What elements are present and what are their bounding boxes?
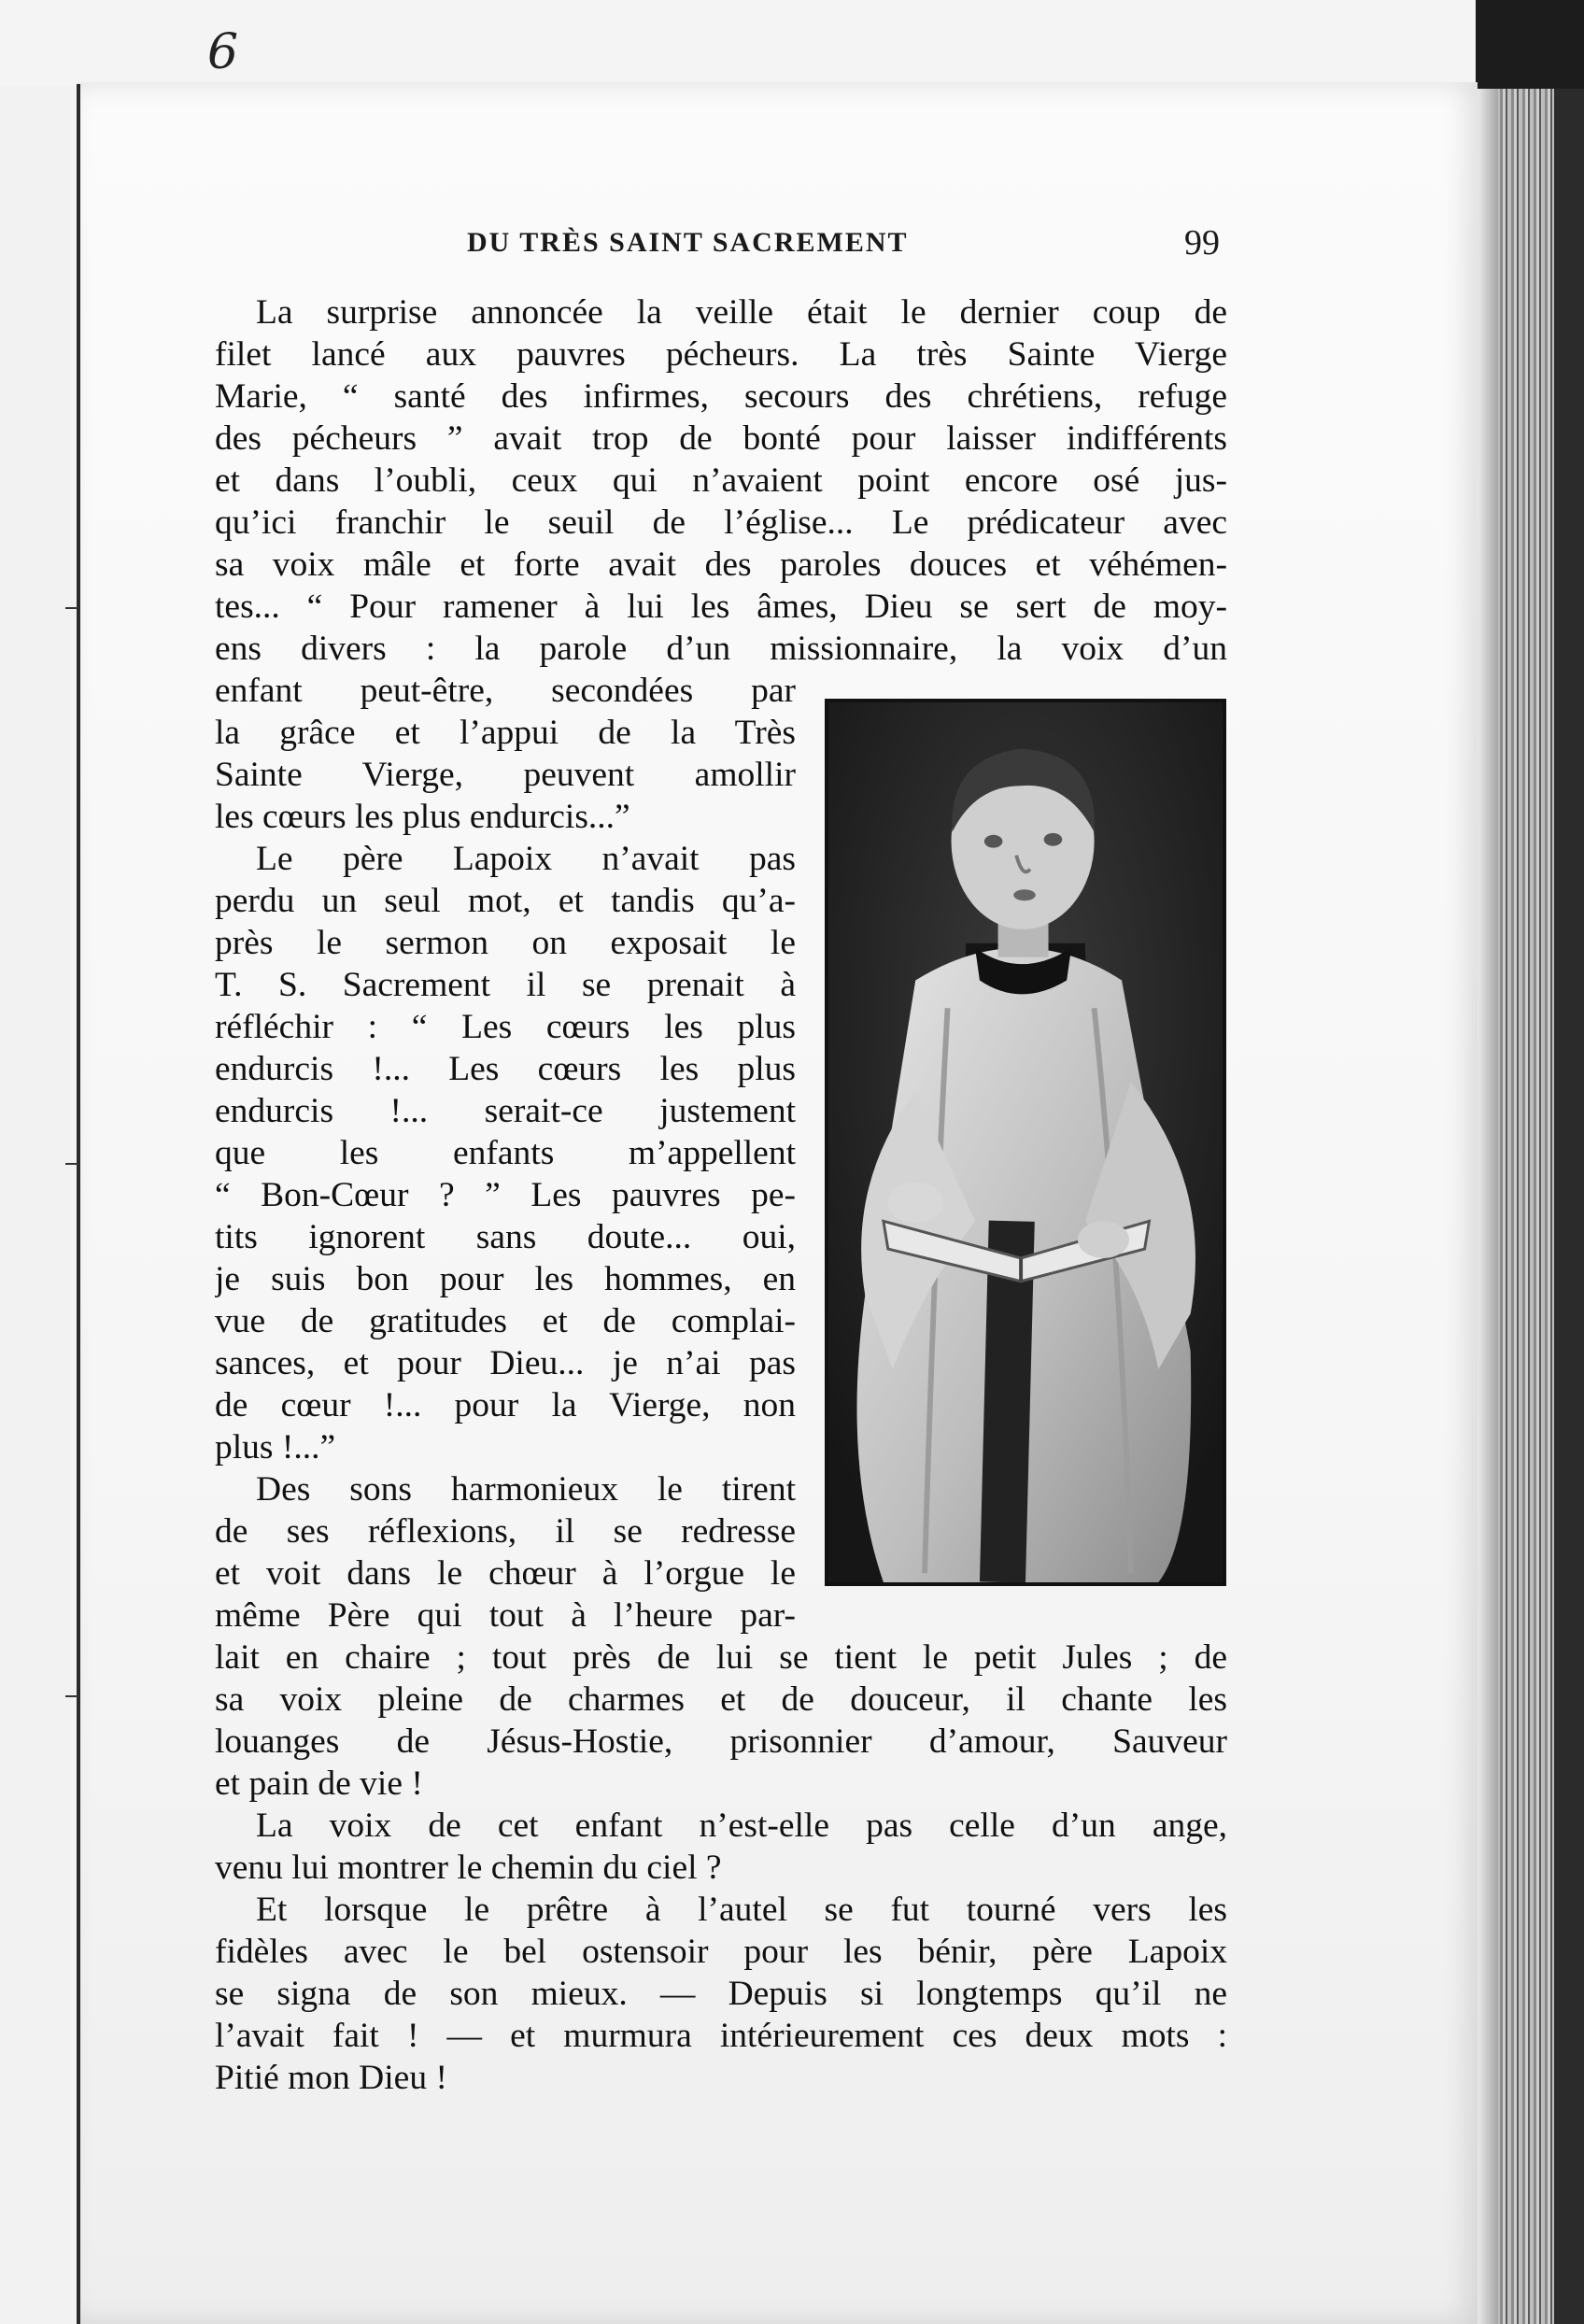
text-line: tes... “ Pour ramener à lui les âmes, Dieu se sert de moy- bbox=[215, 588, 1227, 626]
text-line: fidèles avec le bel ostensoir pour les bénir, père Lapoix bbox=[215, 1933, 1227, 1971]
text-line: Et lorsque le prêtre à l’autel se fut tourné vers les bbox=[256, 1891, 1227, 1929]
text-line: ens divers : la parole d’un missionnaire, la voix d’un bbox=[215, 630, 1227, 668]
text-line: et pain de vie ! bbox=[215, 1764, 423, 1803]
margin-tick bbox=[65, 1163, 78, 1165]
text-line: réfléchir : “ Les cœurs les plus bbox=[215, 1008, 796, 1046]
paragraph-1 bbox=[215, 291, 1227, 670]
text-line: endurcis !... Les cœurs les plus bbox=[215, 1050, 796, 1088]
text-line: Des sons harmonieux le tirent bbox=[256, 1470, 796, 1509]
text-line: Marie, “ santé des infirmes, secours des chrétiens, refuge bbox=[215, 377, 1227, 416]
text-line: la grâce et l’appui de la Très bbox=[215, 714, 796, 752]
text-line: l’avait fait ! — et murmura intérieurement ces deux mots : bbox=[215, 2017, 1227, 2055]
text-line: se signa de son mieux. — Depuis si longtemps qu’il ne bbox=[215, 1975, 1227, 2013]
text-line: même Père qui tout à l’heure par- bbox=[215, 1596, 796, 1635]
page-left-edge bbox=[77, 84, 80, 2324]
text-line: vue de gratitudes et de complai- bbox=[215, 1302, 796, 1340]
text-line: que les enfants m’appellent bbox=[215, 1134, 796, 1172]
handwritten-corner-mark: 6 bbox=[207, 24, 239, 80]
scan-left-margin bbox=[0, 86, 77, 2324]
text-line: près le sermon on exposait le bbox=[215, 924, 796, 962]
paragraph-2 bbox=[215, 1637, 1227, 2099]
margin-tick bbox=[65, 1695, 78, 1697]
text-line: et voit dans le chœur à l’orgue le bbox=[215, 1554, 796, 1593]
text-line: sa voix pleine de charmes et de douceur, il chante les bbox=[215, 1680, 1227, 1719]
narrow-column-text bbox=[215, 670, 796, 1637]
text-line: de ses réflexions, il se redresse bbox=[215, 1512, 796, 1551]
text-line: les cœurs les plus endurcis...” bbox=[215, 798, 630, 836]
text-line: plus !...” bbox=[215, 1428, 336, 1467]
text-line: sances, et pour Dieu... je n’ai pas bbox=[215, 1344, 796, 1382]
text-line: perdu un seul mot, et tandis qu’a- bbox=[215, 882, 796, 920]
text-line: lait en chaire ; tout près de lui se tient le petit Jules ; de bbox=[215, 1638, 1227, 1677]
text-line: Le père Lapoix n’avait pas bbox=[256, 840, 796, 878]
text-line: qu’ici franchir le seuil de l’église... Le prédicateur avec bbox=[215, 503, 1227, 542]
margin-tick bbox=[65, 607, 78, 609]
text-line: venu lui montrer le chemin du ciel ? bbox=[215, 1849, 722, 1887]
choirboy-illustration bbox=[825, 699, 1226, 1586]
text-line: tits ignorent sans doute... oui, bbox=[215, 1218, 796, 1256]
text-line: louanges de Jésus-Hostie, prisonnier d’amour, Sauveur bbox=[215, 1722, 1227, 1761]
text-line: de cœur !... pour la Vierge, non bbox=[215, 1386, 796, 1424]
text-line: des pécheurs ” avait trop de bonté pour laisser indifférents bbox=[215, 419, 1227, 458]
text-line: T. S. Sacrement il se prenait à bbox=[215, 966, 796, 1004]
page-number: 99 bbox=[1184, 223, 1220, 262]
running-head: DU TRÈS SAINT SACREMENT bbox=[467, 227, 909, 258]
text-line: Pitié mon Dieu ! bbox=[215, 2059, 447, 2097]
text-line: La voix de cet enfant n’est-elle pas celle d’un ange, bbox=[256, 1807, 1227, 1845]
text-line: enfant peut-être, secondées par bbox=[215, 672, 796, 710]
choirboy-figure bbox=[828, 702, 1223, 1582]
text-line: La surprise annoncée la veille était le dernier coup de bbox=[256, 293, 1227, 332]
text-line: et dans l’oubli, ceux qui n’avaient point encore osé jus- bbox=[215, 461, 1227, 500]
text-line: Sainte Vierge, peuvent amollir bbox=[215, 756, 796, 794]
text-line: “ Bon-Cœur ? ” Les pauvres pe- bbox=[215, 1176, 796, 1214]
text-line: sa voix mâle et forte avait des paroles douces et véhémen- bbox=[215, 546, 1227, 584]
text-line: filet lancé aux pauvres pécheurs. La très Sainte Vierge bbox=[215, 335, 1227, 374]
book-shadow bbox=[1554, 89, 1584, 2324]
text-line: endurcis !... serait-ce justement bbox=[215, 1092, 796, 1130]
text-line: je suis bon pour les hommes, en bbox=[215, 1260, 796, 1298]
